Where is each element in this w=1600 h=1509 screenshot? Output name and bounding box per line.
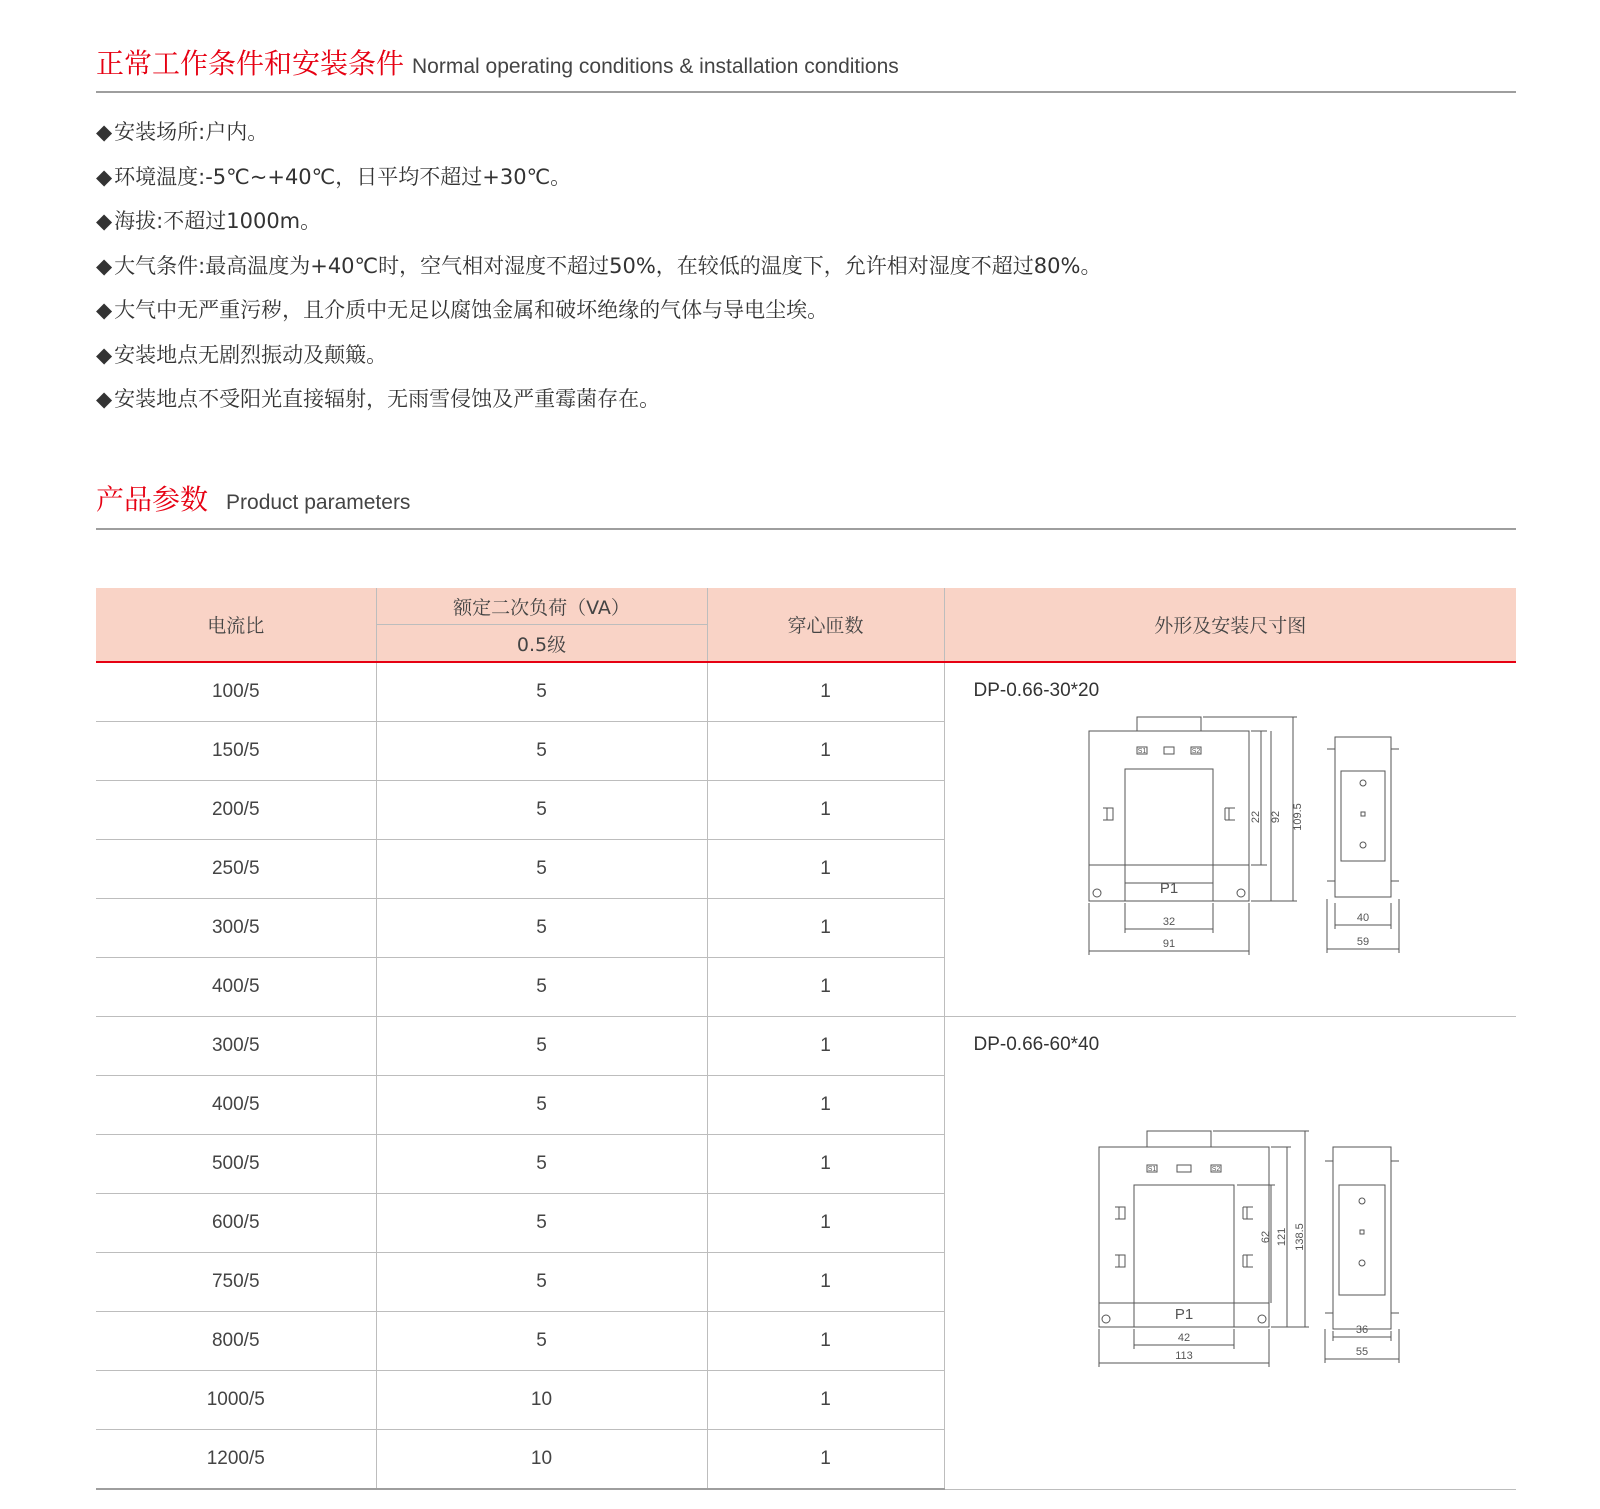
list-item: ◆海拔:不超过1000m。 (96, 209, 322, 233)
svg-text:138.5: 138.5 (1293, 1223, 1306, 1251)
table-row: 100/5 5 1 DP-0.66-30*20 P1 S1 S2 32 91 22 92 109.5 40 59 (96, 662, 1516, 722)
list-item: ◆安装场所:户内。 (96, 120, 269, 144)
svg-text:36: 36 (1355, 1324, 1368, 1336)
svg-text:59: 59 (1356, 936, 1369, 948)
conditions-list (96, 117, 1101, 429)
parameters-table (96, 588, 1516, 1490)
header-burden: 额定二次负荷（VA） (376, 588, 707, 625)
header-ratio: 电流比 (96, 588, 376, 662)
table-row: 600/5 5 1 (96, 1194, 1516, 1253)
list-item: ◆大气中无严重污秽，且介质中无足以腐蚀金属和破坏绝缘的气体与导电尘埃。 (96, 298, 829, 322)
list-item: ◆安装地点无剧烈振动及颠簸。 (96, 342, 388, 367)
table-row: 800/5 5 1 (96, 1312, 1516, 1371)
diamond-bullet-icon: ◆ (96, 387, 113, 411)
table-row: 400/5 5 1 (96, 958, 1516, 1017)
title-cn: 正常工作条件和安装条件 (96, 47, 405, 80)
table-row: 150/5 5 1 (96, 722, 1516, 781)
drawing-cell-30x20 (944, 662, 1516, 1017)
list-item: ◆安装地点不受阳光直接辐射，无雨雪侵蚀及严重霉菌存在。 (96, 387, 661, 411)
table-row: 200/5 5 1 (96, 781, 1516, 840)
svg-text:P1: P1 (1174, 1306, 1193, 1323)
dimension-drawing-60x40 (1085, 1117, 1415, 1372)
model-label: DP-0.66-60*40 (973, 1034, 1100, 1055)
drawing-cell-60x40 (944, 1017, 1516, 1490)
table-row: 300/5 5 1 (96, 899, 1516, 958)
svg-text:S2: S2 (1211, 1166, 1220, 1173)
svg-text:109.5: 109.5 (1291, 803, 1304, 831)
diamond-bullet-icon: ◆ (96, 298, 113, 322)
diamond-bullet-icon: ◆ (96, 209, 113, 233)
title-cn: 产品参数 (96, 483, 209, 516)
svg-text:62: 62 (1259, 1230, 1272, 1244)
section-title-conditions (96, 42, 899, 82)
title-en: Product parameters (226, 491, 411, 514)
section-title-parameters (96, 478, 410, 518)
svg-text:S2: S2 (1191, 748, 1200, 755)
table-row: 300/5 5 1 DP-0.66-60*40 P1 S1 S2 42 113 62 121 138.5 36 55 (96, 1017, 1516, 1076)
list-item: ◆环境温度:-5℃~+40℃，日平均不超过+30℃。 (96, 164, 572, 189)
header-drawing: 外形及安装尺寸图 (944, 588, 1516, 662)
divider (96, 528, 1516, 530)
table-row: 500/5 5 1 (96, 1135, 1516, 1194)
svg-text:S1: S1 (1137, 748, 1146, 755)
divider (96, 91, 1516, 93)
svg-text:92: 92 (1269, 810, 1282, 824)
svg-text:91: 91 (1162, 938, 1175, 950)
svg-text:121: 121 (1275, 1227, 1288, 1247)
svg-text:S1: S1 (1147, 1166, 1156, 1173)
svg-text:40: 40 (1356, 912, 1369, 924)
table-row: 1200/5 10 1 (96, 1430, 1516, 1490)
svg-text:P1: P1 (1159, 880, 1178, 897)
dimension-drawing-30x20 (1079, 711, 1409, 961)
diamond-bullet-icon: ◆ (96, 164, 113, 189)
diamond-bullet-icon: ◆ (96, 253, 113, 278)
svg-text:32: 32 (1162, 916, 1175, 928)
diamond-bullet-icon: ◆ (96, 342, 113, 367)
table-row: 750/5 5 1 (96, 1253, 1516, 1312)
table-row: 250/5 5 1 (96, 840, 1516, 899)
table-row: 400/5 5 1 (96, 1076, 1516, 1135)
list-item: ◆大气条件:最高温度为+40℃时，空气相对湿度不超过50%，在较低的温度下，允许相对湿度不超过80%。 (96, 253, 1102, 278)
svg-text:113: 113 (1174, 1350, 1193, 1362)
header-turns: 穿心匝数 (707, 588, 944, 662)
svg-text:42: 42 (1177, 1332, 1190, 1344)
table-row: 1000/5 10 1 (96, 1371, 1516, 1430)
svg-text:55: 55 (1355, 1346, 1368, 1358)
model-label: DP-0.66-30*20 (973, 680, 1100, 701)
diamond-bullet-icon: ◆ (96, 120, 113, 144)
svg-text:22: 22 (1249, 810, 1262, 824)
header-burden-class: 0.5级 (376, 625, 707, 663)
title-en: Normal operating conditions & installation conditions (412, 55, 899, 78)
